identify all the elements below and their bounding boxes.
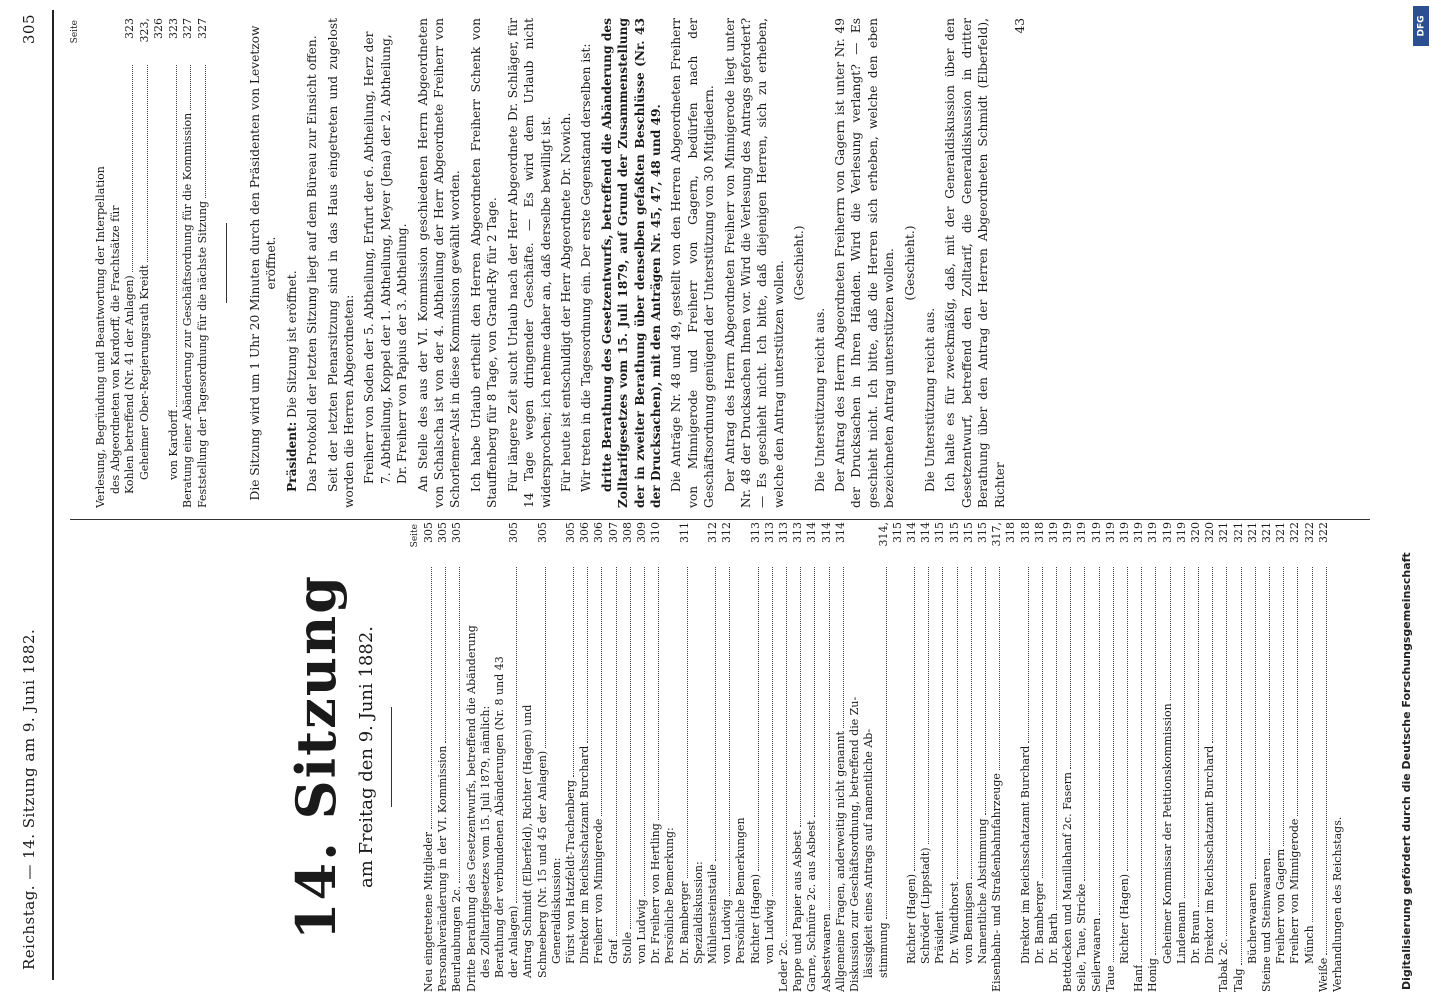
toc-entry-label: Talg xyxy=(1231,968,1245,992)
toc-entry-label: Persönliche Bemerkungen xyxy=(734,817,748,964)
toc-entry-page: 305 xyxy=(507,522,521,543)
toc-entry xyxy=(706,522,720,992)
paragraph: Ich habe Urlaub ertheilt den Herren Abgeordneten Freiherr Schenk von Stauffenberg für 8 Tage, von Grand-Ry für 2 Tage. xyxy=(468,18,500,508)
toc-entry xyxy=(990,522,1018,992)
speaker-name: Präsident: xyxy=(284,421,299,492)
digitization-note-text: Digitalisierung gefördert durch die Deutsche Forschungsgemeinschaft xyxy=(1400,552,1413,990)
toc-leader-dots xyxy=(190,65,191,110)
toc-entry xyxy=(734,522,748,992)
toc-leader-dots xyxy=(1028,567,1029,743)
toc-entry-label: Dr. Bamberger xyxy=(677,881,691,964)
toc-entry-page: 319 xyxy=(1132,522,1146,543)
toc-entry-page: 314 xyxy=(833,522,847,543)
toc-entry-label: Taue xyxy=(1103,965,1117,992)
toc-leader-dots xyxy=(1141,567,1142,962)
toc-entry-label: von Ludwig xyxy=(762,899,776,964)
toc-leader-dots xyxy=(786,567,787,936)
toc-entry-label: Geheimer Ober-Regierungsrath Kreidt xyxy=(137,264,151,480)
toc-entry-page: 315 xyxy=(975,522,989,543)
toc-entry xyxy=(1232,522,1246,992)
toc-entry-label: Leder 2c. xyxy=(777,939,791,992)
right-column xyxy=(70,18,1380,508)
session-date: am Freitag den 9. Juni 1882. xyxy=(356,625,377,889)
toc-leader-dots xyxy=(1297,567,1298,816)
title-rule xyxy=(391,707,392,807)
toc-entry-page: 305 xyxy=(436,522,450,543)
toc-entry xyxy=(1331,522,1345,992)
toc-leader-dots xyxy=(957,567,958,879)
toc-entry xyxy=(1161,522,1175,992)
toc-leader-dots xyxy=(630,567,631,929)
toc-leader-dots xyxy=(516,567,517,903)
toc-entry-label: Beurlaubungen 2c. xyxy=(450,885,464,992)
toc-entry xyxy=(1274,522,1288,992)
toc-entry-label: Richter (Hagen) xyxy=(1117,873,1131,964)
toc-entry xyxy=(862,522,876,992)
toc-entry xyxy=(578,522,592,992)
toc-entry xyxy=(550,522,564,992)
toc-entry-label: Freiherr von Minnigerode xyxy=(1288,818,1302,964)
toc-entry-page: 319 xyxy=(1046,522,1060,543)
toc-entry-label: Feststellung der Tagesordnung für die nächste Sitzung xyxy=(195,200,209,508)
toc-leader-dots xyxy=(1099,567,1100,915)
toc-entry xyxy=(692,522,706,992)
toc-entry-label: stimmung xyxy=(876,922,890,978)
toc-leader-dots xyxy=(545,567,546,748)
toc-leader-dots xyxy=(176,65,177,407)
toc-entry-label: Weiße xyxy=(1316,957,1330,992)
toc-leader-dots xyxy=(1255,567,1256,879)
toc-entry-page: 314 xyxy=(805,522,819,543)
toc-entry xyxy=(422,522,436,992)
toc-entry-page: 319 xyxy=(1075,522,1089,543)
toc-entry xyxy=(933,522,947,992)
paragraph: Die Unterstützung reicht aus. xyxy=(812,307,827,492)
toc-entry-page: 311 xyxy=(677,522,691,543)
toc-entry-label: Hanf xyxy=(1132,964,1146,992)
toc-leader-dots xyxy=(587,567,588,743)
sheet-number: 43 xyxy=(1013,18,1028,34)
toc-entry-label: des Zolltarifgesetzes vom 15. Juli 1879, nämlich: xyxy=(478,705,492,978)
toc-entry-label: Generaldiskussion: xyxy=(549,857,563,964)
toc-leader-dots xyxy=(1312,567,1313,922)
toc-entry-page: 321 xyxy=(1274,522,1288,543)
toc-leader-dots xyxy=(928,567,929,844)
page-number: 305 xyxy=(20,14,38,45)
toc-entry-label: Schröder (Lippstadt) xyxy=(919,847,933,964)
toc-entry-label: Freiherr von Gagern xyxy=(1274,848,1288,964)
speaker-text: Die Sitzung ist eröffnet. xyxy=(284,270,299,418)
toc-entry-label: Dr. Windthorst xyxy=(947,881,961,964)
toc-entry-label: Bücherwaaren xyxy=(1245,882,1259,964)
paragraph: Das Protokoll der letzten Sitzung liegt auf dem Büreau zur Einsicht offen. xyxy=(305,35,320,492)
toc-entry-label: Asbestwaaren xyxy=(819,913,833,992)
column-divider xyxy=(70,519,1370,520)
toc-entry-label: Richter (Hagen) xyxy=(904,873,918,964)
toc-entry xyxy=(1189,522,1203,992)
toc-entry-label: Seile, Taue, Stricke xyxy=(1075,883,1089,992)
toc-entry xyxy=(94,18,109,508)
toc-leader-dots xyxy=(729,567,730,896)
toc-entry xyxy=(196,18,211,508)
toc-entry xyxy=(1090,522,1104,992)
toc-entry xyxy=(678,522,692,992)
toc-entry xyxy=(607,522,621,992)
toc-leader-dots xyxy=(1127,567,1128,871)
toc-leader-dots xyxy=(445,567,446,743)
toc-entry-label: Dr. Bamberger xyxy=(1032,881,1046,964)
toc-entry xyxy=(791,522,805,992)
toc-leader-dots xyxy=(1113,567,1114,962)
paragraph: Der Antrag des Herrn Abgeordneten Freiherrn von Gagern ist unter Nr. 49 der Drucksachen in Ihren Händen. Wird die Verlesung verlangt? — Es geschieht nicht. Ich bitte, daß die Herren sich erheben, welche den eben bezeichneten Antrag unterstützen wollen. xyxy=(833,18,897,508)
toc-entry-page: 315 xyxy=(961,522,975,543)
toc-leader-dots xyxy=(147,65,148,262)
toc-entry xyxy=(919,522,933,992)
toc-leader-dots xyxy=(829,567,830,910)
toc-entry-page: 319 xyxy=(1089,522,1103,543)
toc-entry xyxy=(848,522,862,992)
toc-leader-dots xyxy=(132,65,133,272)
toc-entry xyxy=(649,522,663,992)
toc-entry-page: 318 xyxy=(1018,522,1032,543)
toc-entry-label: Graf xyxy=(606,939,620,964)
member-list: Freiherr von Soden der 5. Abtheilung, Erfurt der 6. Abtheilung, Herz der 7. Abtheilung, Koppel der 1. Abtheilung, Meyer (Jena) der 2. Abtheilung, Dr. Freiherr von Papius der 3. Abtheilung. xyxy=(362,31,410,484)
dfg-logo-text: DFG xyxy=(1416,15,1427,37)
toc-entry xyxy=(521,522,535,992)
paragraph: Seit der letzten Plenarsitzung sind in das Haus eingetreten und zugelost worden die Herren Abgeordneten: xyxy=(325,18,357,508)
toc-entry-label: Antrag Schmidt (Elberfeld), Richter (Hagen) und xyxy=(521,704,535,978)
toc-entry-page: 314, 315 xyxy=(876,522,904,547)
toc-entry-page: 313 xyxy=(777,522,791,543)
toc-leader-dots xyxy=(942,567,943,908)
toc-entry-page: 317, 318 xyxy=(990,522,1018,547)
toc-entry-label: der Anlagen) xyxy=(507,905,521,978)
toc-entry-label: Dr. Braun xyxy=(1188,910,1202,964)
toc-entry-label: Tabak 2c. xyxy=(1217,938,1231,992)
toc-leader-dots xyxy=(687,567,688,878)
toc-entry-page: 319 xyxy=(1103,522,1117,543)
toc-leader-dots xyxy=(1084,567,1085,881)
toc-entry-page: 322 xyxy=(1316,522,1330,543)
toc-leader-dots xyxy=(1269,567,1270,855)
toc-entry xyxy=(507,522,521,992)
table-of-contents-continued xyxy=(94,18,210,508)
toc-entry xyxy=(905,522,919,992)
toc-leader-dots xyxy=(1070,567,1071,769)
toc-entry xyxy=(720,522,734,992)
toc-entry-label: Steine und Steinwaaren xyxy=(1259,857,1273,992)
toc-entry-label: Diskussion zur Geschäftsordnung, betreffend die Zu- xyxy=(848,696,862,992)
toc-entry-page: 319 xyxy=(1117,522,1131,543)
toc-entry xyxy=(493,522,507,992)
toc-entry-label: Beratung einer Abänderung zur Geschäftsordnung für die Kommission xyxy=(181,112,194,508)
toc-leader-dots xyxy=(715,567,716,861)
toc-entry-page: 306 xyxy=(578,522,592,543)
toc-entry-label: Personalveränderung in der VI. Kommission xyxy=(436,745,450,992)
toc-entry xyxy=(948,522,962,992)
procedural-note: (Geschieht.) xyxy=(792,225,807,301)
toc-entry xyxy=(1317,522,1331,992)
session-minutes xyxy=(247,18,1008,508)
toc-entry xyxy=(436,522,450,992)
toc-entry-page: 305 xyxy=(450,522,464,543)
toc-leader-dots xyxy=(1056,567,1057,910)
toc-entry-page: 314 xyxy=(919,522,933,543)
toc-entry-label: Pappe und Papier aus Asbest xyxy=(791,830,805,992)
toc-leader-dots xyxy=(843,567,844,728)
toc-entry-page: 315 xyxy=(933,522,947,543)
left-column xyxy=(70,522,1380,992)
toc-entry-label: von Kardorff xyxy=(166,409,180,480)
toc-entry-page: 312 xyxy=(720,522,734,543)
section-rule xyxy=(226,223,227,303)
toc-entry xyxy=(167,18,182,508)
toc-entry-page: 327 xyxy=(195,18,209,39)
toc-entry-page: 322 xyxy=(1302,522,1316,543)
toc-entry xyxy=(635,522,649,992)
toc-entry-label: Freiherr von Minnigerode xyxy=(592,818,606,964)
paragraph: Wir treten in die Tagesordnung ein. Der erste Gegenstand derselben ist: xyxy=(579,43,594,492)
toc-entry xyxy=(1075,522,1089,992)
toc-entry xyxy=(1175,522,1189,992)
toc-entry xyxy=(1288,522,1302,992)
toc-entry xyxy=(1217,522,1231,992)
toc-entry-label: Dr. Freiherr von Hertling xyxy=(649,823,663,964)
paragraph: Die Unterstützung reicht aus. xyxy=(923,307,938,492)
toc-entry-label: Persönliche Bemerkung: xyxy=(663,827,677,964)
toc-leader-dots xyxy=(1155,567,1156,955)
toc-entry xyxy=(109,18,124,508)
toc-entry xyxy=(1047,522,1061,992)
toc-leader-dots xyxy=(601,567,602,816)
toc-entry-label: Bettdecken und Manillahanf 2c. Fasern xyxy=(1061,771,1075,992)
toc-leader-dots xyxy=(814,567,815,817)
toc-entry-label: Honig xyxy=(1146,958,1160,992)
paragraph: An Stelle des aus der VI. Kommission geschiedenen Herrn Abgeordneten von Schalscha ist von der 4. Abtheilung der Herr Abgeordnete Freiherr von Schorlemer-Alst in diese Kommission gewählt worden. xyxy=(415,18,463,508)
toc-entry-label: von Bennigsen xyxy=(961,882,975,964)
toc-entry-page: 323, 326 xyxy=(137,18,165,43)
toc-entry-label: Mühlensteinstaile xyxy=(706,864,720,964)
toc-entry-label: von Ludwig xyxy=(635,899,649,964)
toc-entry xyxy=(465,522,479,992)
session-title: 14. Sitzung xyxy=(284,573,348,941)
toc-leader-dots xyxy=(1283,567,1284,846)
toc-entry xyxy=(450,522,464,992)
toc-entry-label: Dritte Berathung des Gesetzentwurfs, betreffend die Abänderung xyxy=(464,625,478,992)
toc-leader-dots xyxy=(658,567,659,820)
toc-entry-page: 313 xyxy=(762,522,776,543)
header-rule xyxy=(52,10,54,980)
toc-entry-page: 310 xyxy=(649,522,663,543)
toc-entry xyxy=(1061,522,1075,992)
toc-entry-page: 308 xyxy=(620,522,634,543)
toc-leader-dots xyxy=(971,567,972,879)
toc-entry xyxy=(479,522,493,992)
toc-entry-label: Kohlen betreffend (Nr. 41 der Anlagen) xyxy=(123,275,136,494)
toc-entry-label: Fürst von Hatzfeldt-Trachenberg xyxy=(564,779,578,964)
toc-entry-page: 319 xyxy=(1061,522,1075,543)
toc-entry xyxy=(536,522,550,992)
paragraph: Der Antrag des Herrn Abgeordneten Freiherr von Minnigerode liegt unter Nr. 48 der Drucksachen Ihnen vor. Wird die Verlesung des Antrags gefordert? — Es geschieht nicht. Ich bitte, daß diejenigen Herren, sich zu erheben, welche den Antrag unterstützen wollen. xyxy=(722,18,786,508)
speaker-paragraph xyxy=(284,18,300,508)
toc-entry-page: 319 xyxy=(1174,522,1188,543)
toc-entry-label: Namentliche Abstimmung xyxy=(975,818,989,964)
toc-leader-dots xyxy=(985,567,986,815)
paragraph: Für heute ist entschuldigt der Herr Abgeordnete Dr. Nowich. xyxy=(558,112,573,492)
toc-leader-dots xyxy=(1241,567,1242,965)
toc-entry xyxy=(976,522,990,992)
toc-entry-label: Schneeberg (Nr. 15 und 45 der Anlagen) xyxy=(535,750,549,978)
toc-entry xyxy=(763,522,777,992)
toc-leader-dots xyxy=(999,567,1000,770)
toc-entry xyxy=(1146,522,1160,992)
toc-entry-page: 314 xyxy=(819,522,833,543)
procedural-note: (Geschieht.) xyxy=(902,225,917,301)
toc-leader-dots xyxy=(758,567,759,871)
toc-entry-label: Richter (Hagen) xyxy=(748,873,762,964)
toc-entry xyxy=(181,18,196,508)
toc-entry-label: lässigkeit eines Antrags auf namentliche Ab- xyxy=(862,728,876,978)
toc-entry xyxy=(1260,522,1274,992)
toc-entry xyxy=(877,522,905,992)
toc-entry xyxy=(621,522,635,992)
toc-entry-page: 305 xyxy=(564,522,578,543)
toc-leader-dots xyxy=(1198,567,1199,907)
digitization-note xyxy=(1392,0,1432,1000)
toc-leader-dots xyxy=(573,567,574,777)
toc-page-label: Seite xyxy=(70,20,80,44)
toc-entry-page: 321 xyxy=(1231,522,1245,543)
toc-entry-label: Spezialdiskussion: xyxy=(691,861,705,964)
toc-entry xyxy=(123,18,138,508)
toc-entry-page: 314 xyxy=(904,522,918,543)
toc-entry-page: 305 xyxy=(422,522,435,543)
toc-entry-label: Münch xyxy=(1302,925,1316,964)
toc-leader-dots xyxy=(1170,567,1171,700)
toc-entry-page: 305 xyxy=(535,522,549,543)
toc-entry xyxy=(834,522,848,992)
toc-entry-label: Verlesung, Begründung und Beantwortung der Interpellation xyxy=(94,166,107,508)
toc-entry xyxy=(820,522,834,992)
toc-leader-dots xyxy=(800,567,801,827)
toc-leader-dots xyxy=(616,567,617,936)
toc-entry xyxy=(564,522,578,992)
toc-leader-dots xyxy=(886,567,887,919)
toc-entry xyxy=(1203,522,1217,992)
toc-entry-page: 323 xyxy=(123,18,136,39)
running-header: Reichstag. — 14. Sitzung am 9. Juni 1882. xyxy=(20,628,38,970)
toc-entry-label: Seilerwaaren xyxy=(1089,917,1103,992)
dfg-logo xyxy=(1413,6,1429,46)
toc-entry-page: 318 xyxy=(1032,522,1046,543)
toc-entry-label: Lindemann xyxy=(1174,901,1188,964)
toc-entry-page: 327 xyxy=(181,18,194,39)
toc-entry-page: 323 xyxy=(166,18,180,39)
toc-entry-label: Präsident xyxy=(933,910,947,964)
toc-entry-page: 306 xyxy=(592,522,606,543)
toc-entry-page: 321 xyxy=(1245,522,1259,543)
paragraph: Ich halte es für zweckmäßig, daß, mit der Generaldiskussion über den Gesetzentwurf, betreffend den Zolltarif, die Generaldiskussion in dritter Berathung über den Antrag der Herren Abgeordneten Schmidt (Elberfeld), Richter xyxy=(943,18,1007,508)
toc-entry-label: Garne, Schnüre 2c. aus Asbest xyxy=(805,820,819,992)
toc-entry-label: Eisenbahn- und Straßenbahnfahrzeuge xyxy=(990,773,1004,992)
toc-entry-label: Berathung der verbundenen Abänderungen (Nr. 8 und 43 xyxy=(493,656,507,978)
agenda-item: dritte Berathung des Gesetzentwurfs, betreffend die Abänderung des Zolltarifgesetzes vom 15. Juli 1879, auf Grund der Zusammenstellung der in zweiter Berathung über denselben gefaßten Beschlüsse (Nr. 43 der Drucksachen), mit den Anträgen Nr. 45, 47, 48 und 49. xyxy=(599,18,663,508)
toc-entry-page: 313 xyxy=(748,522,762,543)
toc-entry-page: 320 xyxy=(1188,522,1202,543)
toc-entry xyxy=(592,522,606,992)
toc-entry-page: 319 xyxy=(1160,522,1174,543)
toc-leader-dots xyxy=(1212,567,1213,743)
toc-entry xyxy=(962,522,976,992)
toc-entry-label: Neu eingetretene Mitglieder xyxy=(422,831,435,992)
procedural-note: Die Sitzung wird um 1 Uhr 20 Minuten durch den Präsidenten von Levetzow eröffnet. xyxy=(248,25,279,501)
toc-entry-label: Stolle xyxy=(620,931,634,964)
paragraph: Die Anträge Nr. 48 und 49, gestellt von den Herren Abgeordneten Freiherr von Minnigerode und Freiherr von Gagern, bedürfen nach der Geschäftsordnung genügend der Unterstützung von 30 Mitgliedern. xyxy=(669,18,717,508)
toc-leader-dots xyxy=(772,567,773,896)
toc-entry xyxy=(1246,522,1260,992)
toc-entry xyxy=(1033,522,1047,992)
toc-leader-dots xyxy=(1326,567,1327,955)
toc-entry-label: Direktor im Reichsschatzamt Burchard xyxy=(1203,745,1217,964)
toc-entry xyxy=(1132,522,1146,992)
toc-leader-dots xyxy=(914,567,915,871)
toc-entry-page: 320 xyxy=(1203,522,1217,543)
toc-leader-dots xyxy=(644,567,645,896)
toc-entry-label: des Abgeordneten von Kardorff, die Frachtsätze für xyxy=(108,205,122,494)
toc-entry-page: 321 xyxy=(1259,522,1273,543)
toc-entry xyxy=(1104,522,1118,992)
toc-entry xyxy=(663,522,677,992)
toc-entry-page: 322 xyxy=(1288,522,1302,543)
toc-entry-label: von Ludwig xyxy=(720,899,734,964)
toc-leader-dots xyxy=(1226,567,1227,936)
toc-entry-page: 321 xyxy=(1217,522,1231,543)
toc-entry-page: 319 xyxy=(1146,522,1160,543)
toc-entry xyxy=(1303,522,1317,992)
toc-entry xyxy=(777,522,791,992)
toc-entry-page: 309 xyxy=(635,522,649,543)
toc-entry xyxy=(1019,522,1033,992)
toc-entry-page: 313 xyxy=(791,522,805,543)
toc-entry-label: Allgemeine Fragen, anderweitig nicht genannt xyxy=(833,730,847,992)
toc-page-label: Seite xyxy=(410,524,420,548)
toc-leader-dots xyxy=(459,567,460,883)
table-of-contents xyxy=(422,522,1345,992)
toc-entry-label: Verhandlungen des Reichstags. xyxy=(1331,816,1344,992)
paragraph: Für längere Zeit sucht Urlaub nach der Herr Abgeordnete Dr. Schläger, für 14 Tage wegen dringender Geschäfte. — Es wird dem Urlaub nicht widersprochen; ich nehme daher an, daß derselbe bewilligt ist. xyxy=(505,18,553,508)
toc-entry-page: 307 xyxy=(606,522,620,543)
toc-entry-label: Dr. Barth xyxy=(1046,912,1060,964)
toc-entry-label: Direktor im Reichsschatzamt Burchard xyxy=(1018,745,1032,964)
toc-entry xyxy=(1118,522,1132,992)
toc-entry xyxy=(749,522,763,992)
toc-leader-dots xyxy=(1042,567,1043,878)
toc-entry-label: Direktor im Reichsschatzamt Burchard xyxy=(578,745,592,964)
toc-entry xyxy=(138,18,167,508)
toc-entry-label: Geheimer Kommissar der Petitionskommission xyxy=(1160,703,1174,964)
toc-entry-page: 315 xyxy=(947,522,961,543)
toc-leader-dots xyxy=(1184,567,1185,898)
toc-leader-dots xyxy=(431,567,432,829)
toc-entry xyxy=(805,522,819,992)
toc-entry-page: 312 xyxy=(706,522,720,543)
toc-leader-dots xyxy=(205,65,206,198)
